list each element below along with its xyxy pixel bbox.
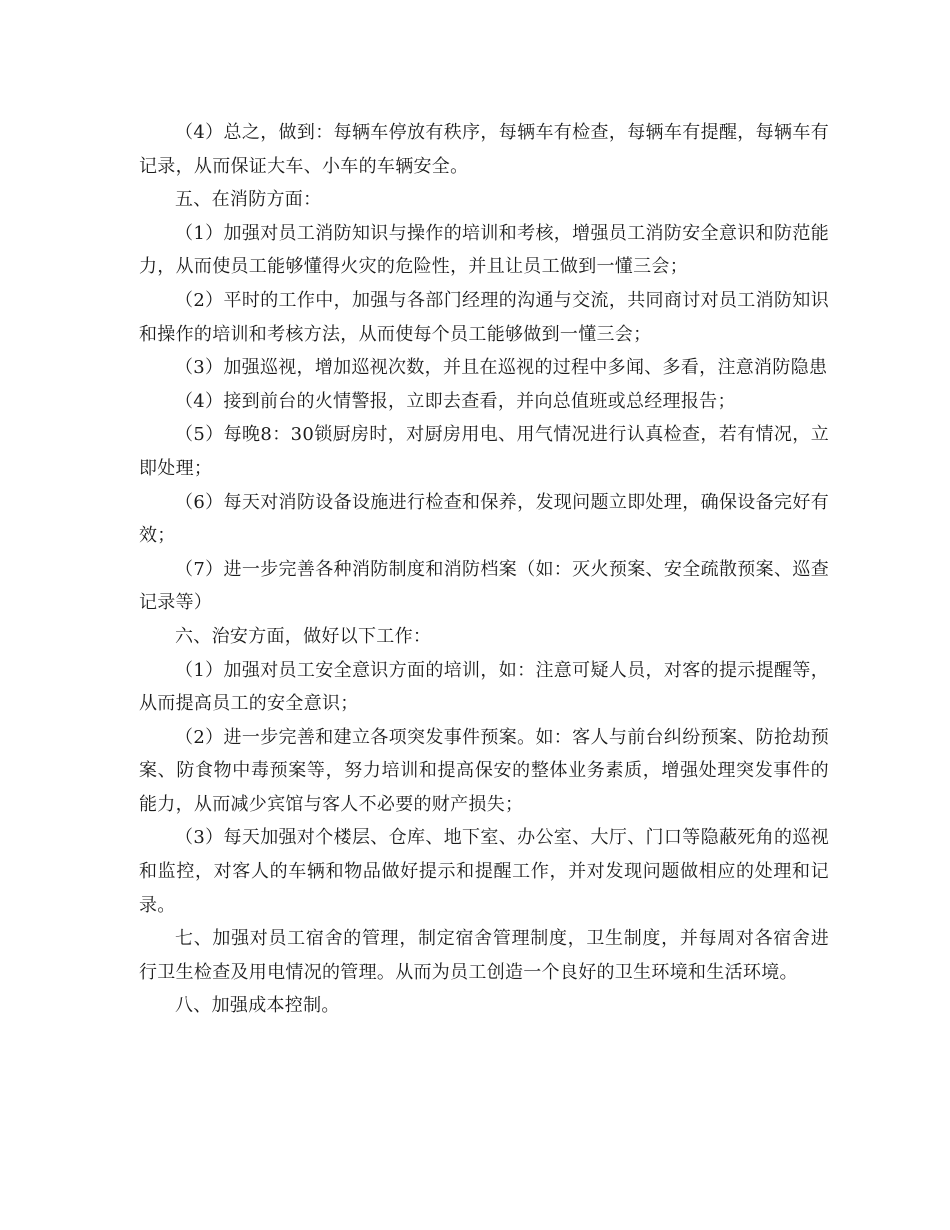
section-heading-public-security: 六、治安方面，做好以下工作：	[175, 625, 432, 647]
paragraph-kitchen-check: （5）每晚8：30锁厨房时，对厨房用电、用气情况进行认真检查，若有情况，立即处理；	[139, 424, 829, 479]
paragraph-fire-patrol: （3）加强巡视，增加巡视次数，并且在巡视的过程中多闻、多看，注意消防隐患	[175, 357, 828, 379]
paragraph-patrol-monitoring: （3）每天加强对个楼层、仓库、地下室、办公室、大厅、门口等隐蔽死角的巡视和监控，对客人的车辆和物品做好提示和提醒工作，并对发现问题做相应的处理和记录。	[139, 827, 829, 916]
section-heading-fire-safety: 五、在消防方面：	[175, 189, 322, 211]
section-heading-dormitory: 七、加强对员工宿舍的管理，制定宿舍管理制度，卫生制度，并每周对各宿舍进行卫生检查及用电情况的管理。从而为员工创造一个良好的卫生环境和生活环境。	[139, 928, 829, 983]
paragraph-fire-training: （1）加强对员工消防知识与操作的培训和考核，增强员工消防安全意识和防范能力，从而使员工能够懂得火灾的危险性，并且让员工做到一懂三会；	[139, 222, 829, 278]
paragraph-fire-records: （7）进一步完善各种消防制度和消防档案（如：灭火预案、安全疏散预案、巡查记录等）	[139, 558, 829, 614]
document-body	[139, 116, 829, 1023]
paragraph-vehicle-summary: （4）总之，做到：每辆车停放有秩序，每辆车有检查，每辆车有提醒，每辆车有记录，从而保证大车、小车的车辆安全。	[139, 122, 829, 177]
paragraph-equipment-maintenance: （6）每天对消防设备设施进行检查和保养，发现问题立即处理，确保设备完好有效；	[139, 491, 829, 547]
paragraph-fire-alarm: （4）接到前台的火情警报，立即去查看，并向总值班或总经理报告；	[175, 390, 736, 412]
paragraph-emergency-plans: （2）进一步完善和建立各项突发事件预案。如：客人与前台纠纷预案、防抢劫预案、防食物中毒预案等，努力培训和提高保安的整体业务素质，增强处理突发事件的能力，从而减少宾馆与客人不必要的财产损失；	[139, 726, 829, 815]
section-heading-cost-control: 八、加强成本控制。	[175, 995, 340, 1017]
paragraph-security-training: （1）加强对员工安全意识方面的培训，如：注意可疑人员，对客的提示提醒等，从而提高员工的安全意识；	[139, 659, 829, 715]
paragraph-fire-communication: （2）平时的工作中，加强与各部门经理的沟通与交流，共同商讨对员工消防知识和操作的培训和考核方法，从而使每个员工能够做到一懂三会；	[139, 289, 829, 345]
